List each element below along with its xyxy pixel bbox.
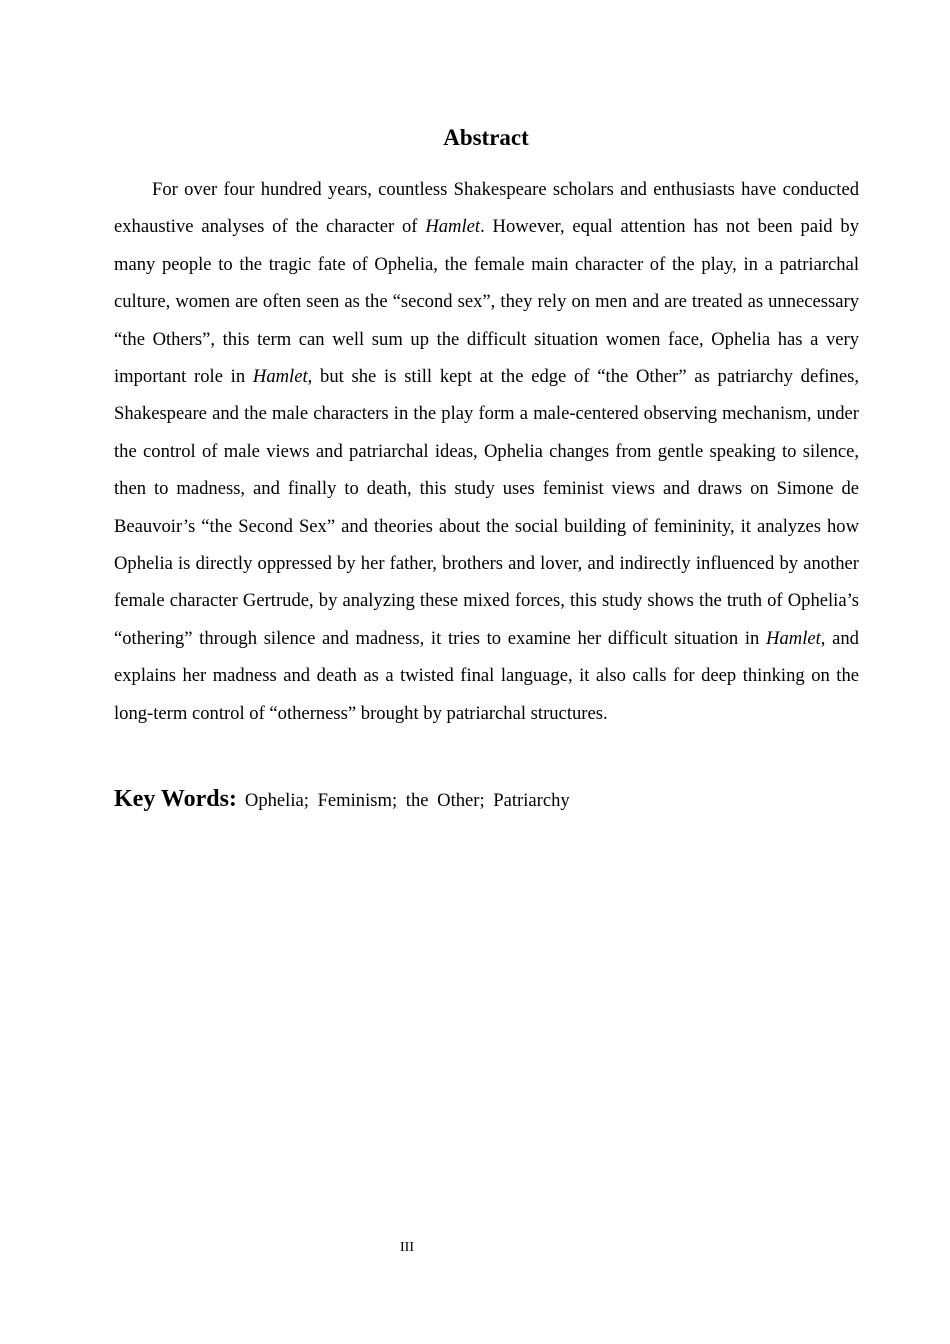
abstract-text-part4: , and explains her madness and death as a twisted final language, it also calls for deep thinking on the long-term control of “otherness” brought by patriarchal structures. (114, 627, 859, 724)
page-number: III (400, 1240, 414, 1255)
abstract-italic-hamlet-1: Hamlet (425, 216, 481, 238)
abstract-title: Abstract (443, 125, 529, 150)
keywords-label: Key Words: (114, 786, 237, 812)
abstract-text-part3: , but she is still kept at the edge of “the Other” as patriarchy defines, Shakespeare and the male characters in the play form a male-centered observing mechanism, under the control of male views and patriarchal ideas, Ophelia changes from gentle speaking to silence, then to madness, and finally to death, this study uses feminist views and draws on Simone de Beauvoir’s “the Second Sex” and theories about the social building of femininity, it analyzes how Ophelia is directly oppressed by her father, brothers and lover, and indirectly influenced by another female character Gertrude, by analyzing these mixed forces, this study shows the truth of Ophelia’s “othering” through silence and madness, it tries to examine her difficult situation in (114, 366, 859, 649)
abstract-text-part1: For over four hundred years, countless Shakespeare scholars and enthusiasts have conducted exhaustive analyses of the character of (114, 179, 859, 238)
keywords-line (114, 783, 859, 818)
abstract-italic-hamlet-2: Hamlet (252, 366, 308, 388)
abstract-text-part2: . However, equal attention has not been paid by many people to the tragic fate of Ophelia, the female main character of the play, in a patriarchal culture, women are often seen as the “second sex”, they rely on men and are treated as unnecessary “the Others”, this term can well sum up the difficult situation women face, Ophelia has a very important role in (114, 216, 859, 388)
abstract-italic-hamlet-3: Hamlet (766, 627, 821, 649)
abstract-paragraph (114, 171, 859, 732)
keywords-values: Ophelia; Feminism; the Other; Patriarchy (244, 790, 570, 811)
